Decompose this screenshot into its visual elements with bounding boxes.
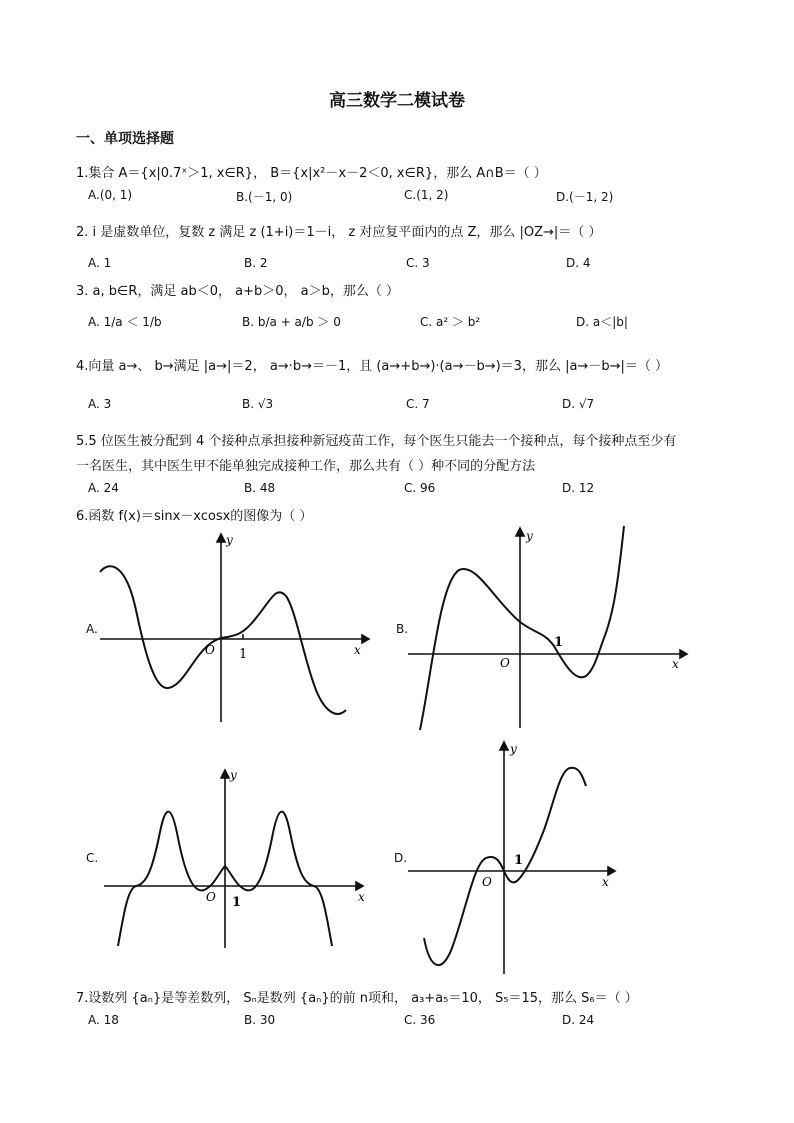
graph-b-x-arrow xyxy=(680,650,687,658)
q7-option-c: C. 36 xyxy=(404,1013,436,1027)
graph-a-curve xyxy=(100,566,346,714)
q4-option-c: C. 7 xyxy=(406,397,430,411)
graph-d-origin: O xyxy=(482,875,492,889)
graph-d-y-label: y xyxy=(510,742,517,756)
graph-a-label: A. xyxy=(86,622,98,636)
graph-b-curve xyxy=(420,526,624,730)
graph-b-y-label: y xyxy=(526,529,533,543)
graph-c xyxy=(100,762,376,954)
graph-c-tick-label: 1 xyxy=(232,895,242,910)
graph-c-x-label: x xyxy=(358,890,365,904)
question-6-stem: 6.函数 f(x)＝sinx－xcosx的图像为（ ） xyxy=(76,509,313,524)
graph-a-tick-label: 1 xyxy=(239,647,248,662)
q3-option-c: C. a² ＞ b² xyxy=(420,315,481,329)
q4-option-b: B. √3 xyxy=(242,397,274,411)
graph-b xyxy=(404,522,692,732)
q2-option-c: C. 3 xyxy=(406,256,430,270)
graph-d-y-arrow xyxy=(500,742,508,750)
question-5-stem-line2: 一名医生，其中医生甲不能单独完成接种工作，那么共有（ ）种不同的分配方法 xyxy=(76,459,536,474)
graph-b-x-label: x xyxy=(672,657,679,671)
graph-b-tick-label: 1 xyxy=(554,635,564,650)
graph-a-origin: O xyxy=(205,643,215,657)
graph-a-x-label: x xyxy=(354,643,361,657)
graph-d-x-arrow xyxy=(608,867,615,875)
graph-d-label: D. xyxy=(394,851,408,865)
q2-option-a: A. 1 xyxy=(88,256,112,270)
q7-option-a: A. 18 xyxy=(88,1013,119,1027)
q2-option-d: D. 4 xyxy=(566,256,591,270)
q3-option-d: D. a＜|b| xyxy=(576,315,628,329)
graph-a-x-arrow xyxy=(362,635,369,643)
q5-option-d: D. 12 xyxy=(562,481,595,495)
q1-option-a: A.(0, 1) xyxy=(88,188,133,202)
graph-a-y-arrow xyxy=(217,534,225,542)
q5-option-b: B. 48 xyxy=(244,481,276,495)
graph-d xyxy=(404,738,620,976)
page-title: 高三数学二模试卷 xyxy=(329,91,465,111)
q3-option-b: B. b/a + a/b ＞ 0 xyxy=(242,315,341,329)
q5-option-a: A. 24 xyxy=(88,481,119,495)
q5-option-c: C. 96 xyxy=(404,481,436,495)
graph-c-origin: O xyxy=(206,890,216,904)
q1-option-c: C.(1, 2) xyxy=(404,188,449,202)
graph-d-tick-label: 1 xyxy=(514,853,524,868)
q1-option-d: D.(－1, 2) xyxy=(556,190,614,204)
section-heading: 一、单项选择题 xyxy=(76,131,174,147)
q7-option-b: B. 30 xyxy=(244,1013,276,1027)
graph-c-y-label: y xyxy=(230,768,237,782)
q7-option-d: D. 24 xyxy=(562,1013,595,1027)
question-1-stem: 1.集合 A＝{x|0.7ˣ＞1, x∈R}， B＝{x|x²－x－2＜0, x∈R}，那么 A∩B＝（ ） xyxy=(76,166,547,181)
q4-option-a: A. 3 xyxy=(88,397,112,411)
q1-option-b: B.(－1, 0) xyxy=(236,190,293,204)
graph-b-label: B. xyxy=(396,622,409,636)
graph-c-y-arrow xyxy=(221,770,229,778)
question-5-stem-line1: 5.5 位医生被分配到 4 个接种点承担接种新冠疫苗工作，每个医生只能去一个接种点，每个接种点至少有 xyxy=(76,434,677,449)
graph-a xyxy=(96,530,372,726)
question-4-stem: 4.向量 a→、 b→满足 |a→|＝2， a→·b→＝－1，且 (a→+b→)·(a→－b→)＝3，那么 |a→－b→|＝（ ） xyxy=(76,359,668,374)
graph-d-x-label: x xyxy=(602,875,609,889)
graph-c-label: C. xyxy=(86,851,99,865)
q2-option-b: B. 2 xyxy=(244,256,268,270)
question-3-stem: 3. a, b∈R，满足 ab＜0， a+b＞0， a＞b，那么（ ） xyxy=(76,284,399,299)
question-2-stem: 2. i 是虚数单位，复数 z 满足 z (1+i)＝1－i， z 对应复平面内的点 Z，那么 |OZ→|＝（ ） xyxy=(76,225,602,240)
graph-b-y-arrow xyxy=(516,528,524,536)
q3-option-a: A. 1/a ＜ 1/b xyxy=(88,315,162,329)
question-7-stem: 7.设数列 {aₙ}是等差数列， Sₙ是数列 {aₙ}的前 n项和， a₃+a₅＝10， S₅＝15，那么 S₆＝（ ） xyxy=(76,991,638,1006)
graph-a-y-label: y xyxy=(226,533,233,547)
graph-d-curve xyxy=(424,768,586,965)
q4-option-d: D. √7 xyxy=(562,397,595,411)
graph-b-origin: O xyxy=(500,656,510,670)
graph-c-x-arrow xyxy=(356,882,363,890)
